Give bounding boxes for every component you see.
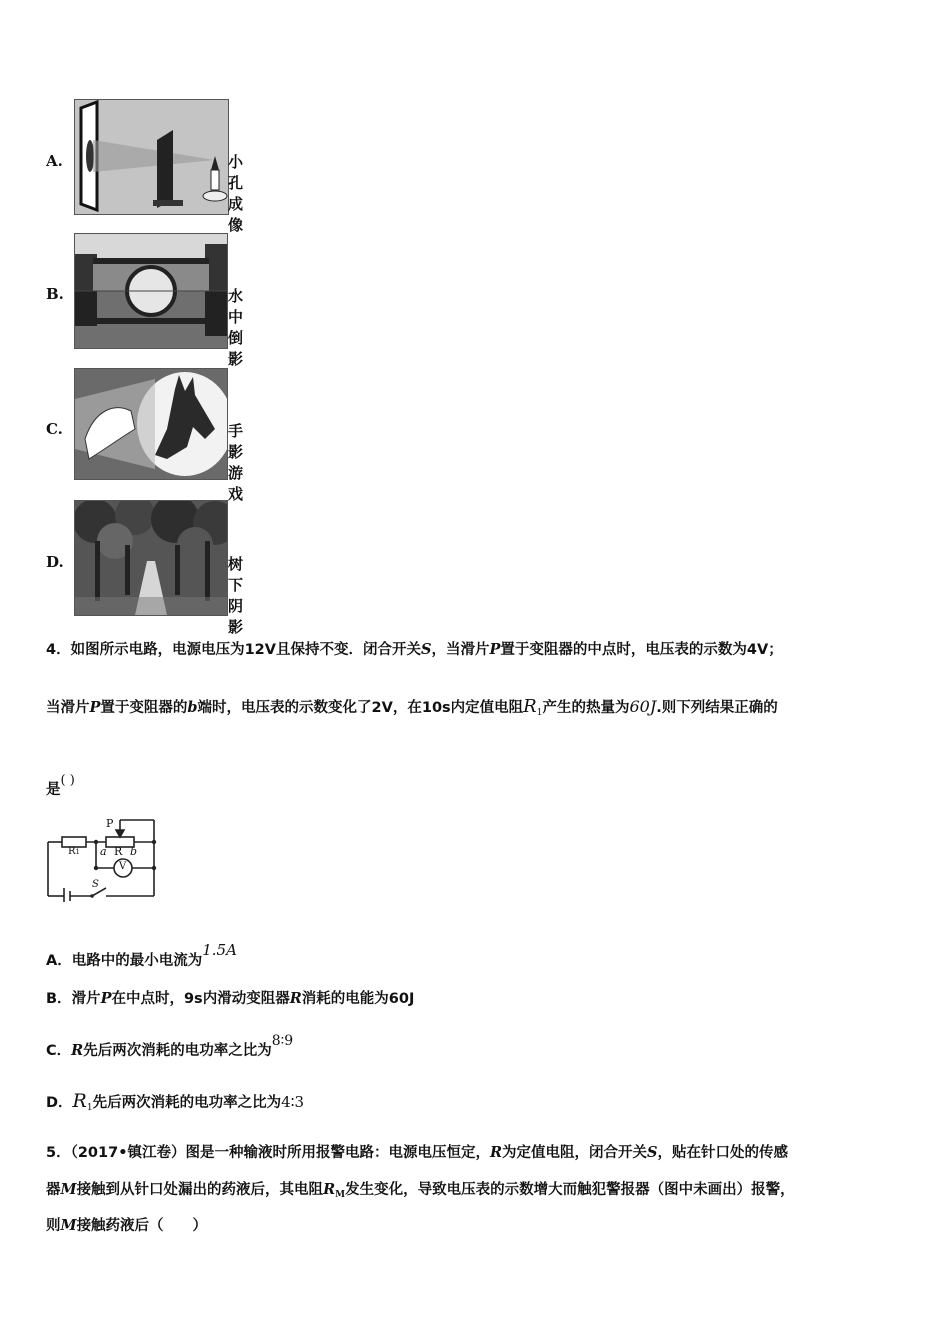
circuit-label-b: b [130,845,138,858]
option-letter: B. [46,285,64,303]
circuit-diagram [44,816,160,902]
option-letter: C. [46,420,63,438]
r1-symbol: $R_1$ [523,696,543,718]
tree-shadow-image [74,500,228,616]
q4-option-d: D．$R_1$先后两次消耗的电功率之比为4∶3 [46,1090,305,1113]
option-caption: 树下阴影 [228,555,244,636]
circuit-label-r: R [114,845,123,858]
r1-symbol: $R_1$ [72,1090,93,1113]
q4-line-2: 当滑片P置于变阻器的b端时，电压表的示数变化了2V，在10s内定值电阻$R_1$产生的热量为60J.则下列结果正确的 [46,696,778,718]
q4-option-c: C．R先后两次消耗的电功率之比为8∶9 [46,1033,294,1059]
q4-line-3: 是( ) [46,773,75,798]
option-caption: 手影游戏 [228,422,244,503]
option-letter: A. [46,152,63,170]
q5-line-1: 5．（2017•镇江卷）图是一种输液时所用报警电路：电源电压恒定，R为定值电阻，闭合开关S，贴在针口处的传感 [46,1144,789,1161]
q4-option-b: B．滑片P在中点时，9s内滑动变阻器R消耗的电能为60J [46,990,415,1007]
option-letter: D. [46,553,64,571]
circuit-label-r1: R1 [68,846,80,857]
circuit-label-s: S [92,879,99,890]
circuit-label-p: P [106,817,114,830]
q5-line-3: 则M接触药液后（ ） [46,1217,208,1234]
option-caption: 小孔成像 [228,153,244,234]
q4-line-1: 4．如图所示电路，电源电压为12V且保持不变．闭合开关S，当滑片P置于变阻器的中点时，电压表的示数为4V； [46,641,783,658]
bridge-reflection-image [74,233,228,349]
q4-option-a: A．电路中的最小电流为1.5A [46,941,237,969]
hand-shadow-image [74,368,228,480]
pinhole-camera-image [74,99,229,215]
q5-line-2: 器M接触到从针口处漏出的药液后，其电阻$R_M$发生变化，导致电压表的示数增大而触犯警报器（图中未画出）报警， [46,1181,795,1200]
option-caption: 水中倒影 [228,287,244,368]
circuit-label-v: V [119,861,127,872]
circuit-label-a: a [100,845,107,858]
